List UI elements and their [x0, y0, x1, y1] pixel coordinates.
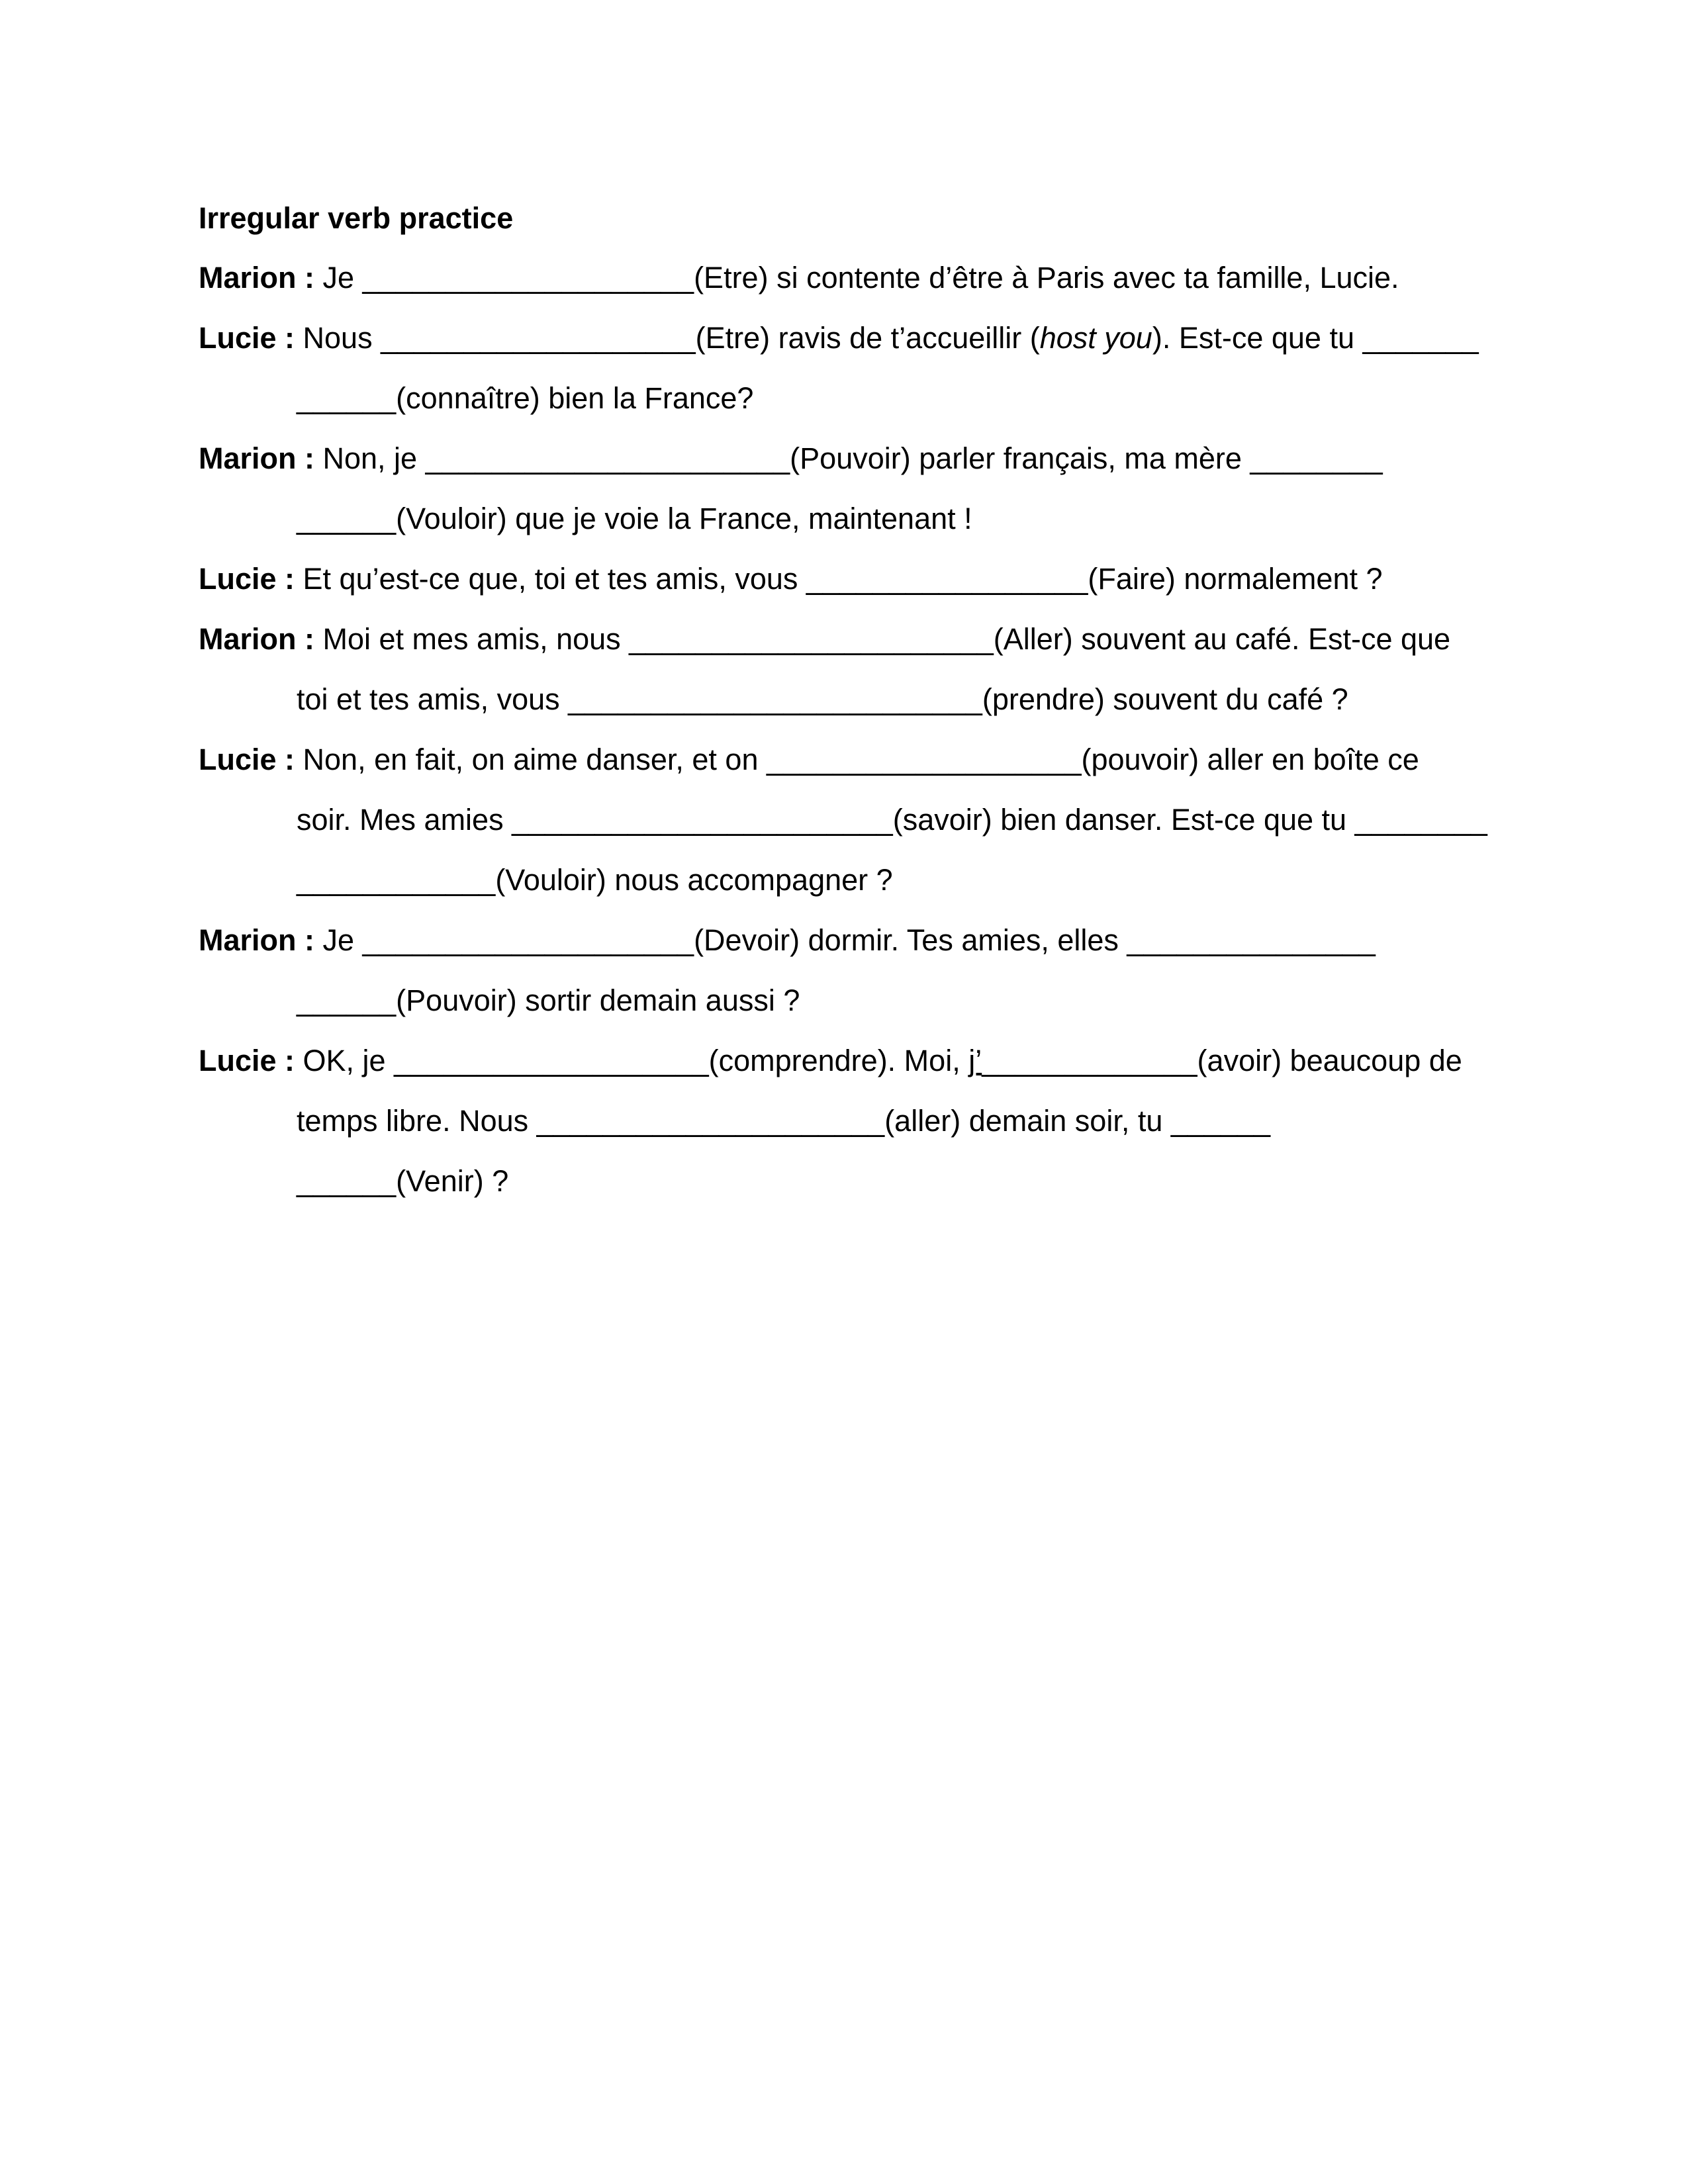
dialogue-line-7: [199, 619, 1450, 659]
dialogue-line-13: [297, 981, 800, 1021]
dialogue-line-11: [297, 860, 893, 900]
speaker-label: Lucie :: [199, 1044, 295, 1077]
dialogue-line-4: [199, 439, 1383, 478]
dialogue-line-3: [297, 379, 753, 418]
line-text: ______(Venir) ?: [297, 1164, 509, 1198]
dialogue-line-6: [199, 559, 1383, 599]
line-text: ). Est-ce que tu _______: [1152, 321, 1479, 355]
line-text: Non, en fait, on aime danser, et on ___________________(pouvoir) aller en boîte ce: [295, 743, 1419, 776]
line-text: ______(Pouvoir) sortir demain aussi ?: [297, 983, 800, 1017]
dialogue-line-5: [297, 499, 972, 539]
speaker-label: Lucie :: [199, 321, 295, 355]
line-text: toi et tes amis, vous _________________________(prendre) souvent du café ?: [297, 682, 1348, 716]
dialogue-line-14: [199, 1041, 1462, 1081]
dialogue-line-10: [297, 800, 1487, 840]
dialogue-line-9: [199, 740, 1419, 780]
line-text: Nous ___________________(Etre) ravis de t’accueillir (: [295, 321, 1040, 355]
dialogue-line-8: [297, 680, 1348, 719]
line-text: soir. Mes amies _______________________(savoir) bien danser. Est-ce que tu ________: [297, 803, 1487, 837]
speaker-label: Marion :: [199, 923, 314, 957]
page-title: Irregular verb practice: [199, 201, 514, 235]
dialogue-line-1: [199, 258, 1399, 298]
line-text: _____________(avoir) beaucoup de: [982, 1044, 1462, 1077]
dialogue-line-2: [199, 318, 1479, 358]
line-text-italic: host you: [1039, 321, 1152, 355]
line-text: Je ____________________(Etre) si contente d’être à Paris avec ta famille, Lucie.: [314, 261, 1399, 295]
dialogue-line-16: [297, 1161, 508, 1201]
line-text: temps libre. Nous _____________________(aller) demain soir, tu ______: [297, 1104, 1271, 1138]
speaker-label: Marion :: [199, 441, 314, 475]
line-text: Et qu’est-ce que, toi et tes amis, vous _________________(Faire) normalement ?: [295, 562, 1383, 596]
line-text: Je ____________________(Devoir) dormir. Tes amies, elles _______________: [314, 923, 1376, 957]
speaker-label: Marion :: [199, 261, 314, 295]
speaker-label: Lucie :: [199, 743, 295, 776]
line-text: ____________(Vouloir) nous accompagner ?: [297, 863, 893, 897]
speaker-label: Marion :: [199, 622, 314, 656]
line-text: OK, je ___________________(comprendre). Moi,: [295, 1044, 969, 1077]
line-text: ______(Vouloir) que je voie la France, maintenant !: [297, 502, 972, 535]
line-text: Non, je ______________________(Pouvoir) parler français, ma mère ________: [314, 441, 1383, 475]
speaker-label: Lucie :: [199, 562, 295, 596]
line-text-underlined: j’: [968, 1044, 982, 1077]
line-text: Moi et mes amis, nous ______________________(Aller) souvent au café. Est-ce que: [314, 622, 1451, 656]
dialogue-line-15: [297, 1101, 1270, 1141]
line-text: ______(connaître) bien la France?: [297, 381, 754, 415]
dialogue-line-12: [199, 921, 1376, 960]
